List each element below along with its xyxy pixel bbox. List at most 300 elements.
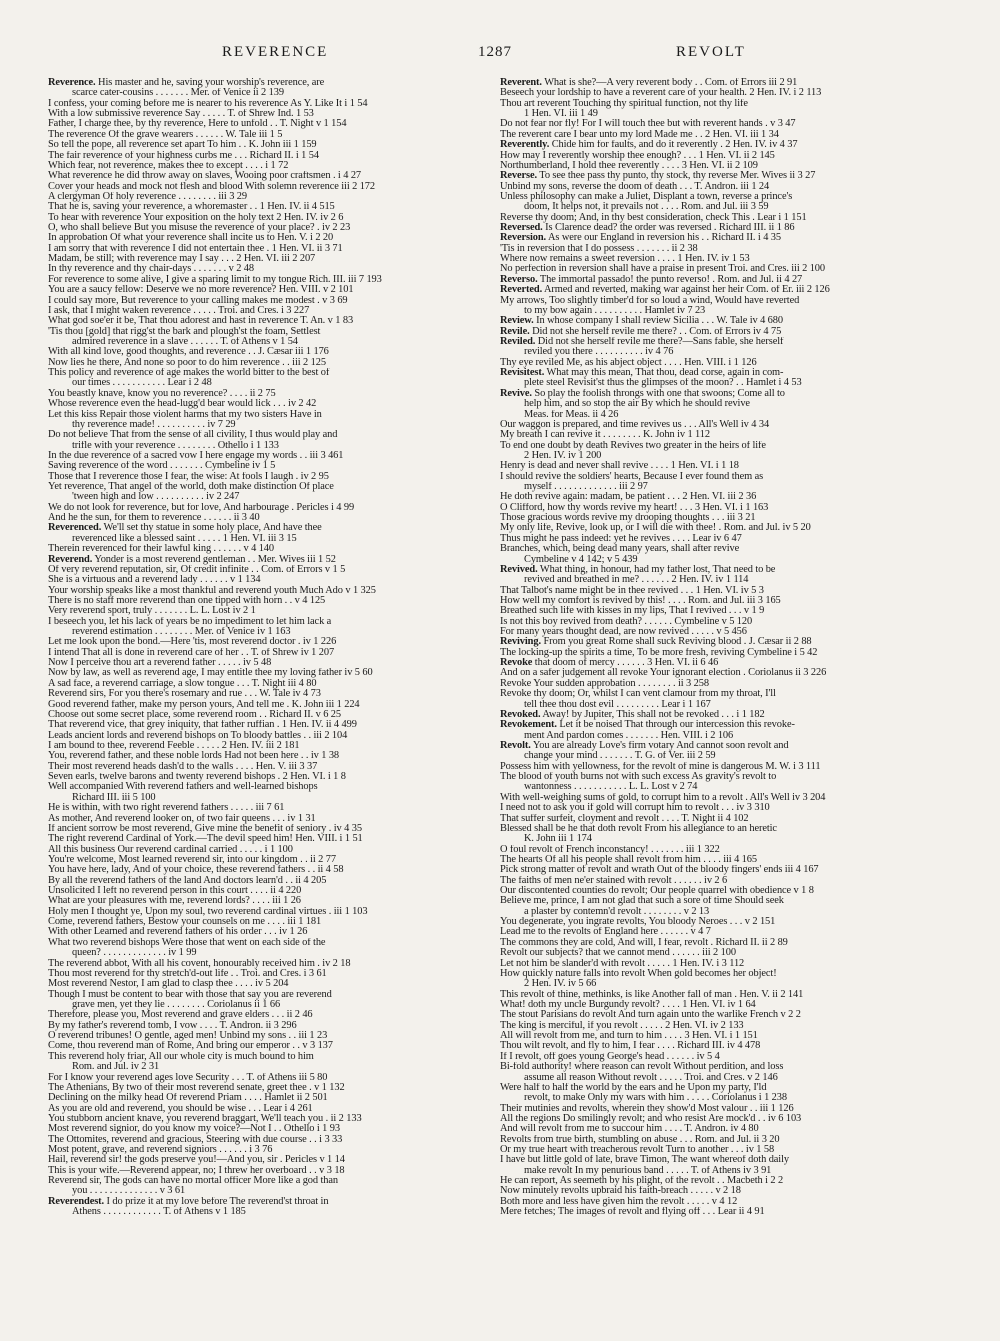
entry-text: Reverend sirs, For you there's rosemary and rue . . . W. Tale iv 4 73 — [48, 689, 321, 700]
entry-text: Thy eye reviled Me, as his abject object . . . . Hen. VIII. i 1 126 — [500, 357, 757, 368]
entry-text: Therein reverenced for their lawful king . . . . . . v 4 140 — [48, 544, 274, 555]
entry-line — [500, 1073, 952, 1083]
entry-text: From you great Rome shall suck Reviving blood . J. Cæsar ii 2 88 — [540, 637, 812, 648]
headword: Reverted. — [500, 285, 543, 296]
entry-line — [500, 1166, 952, 1176]
entry-text: The stout Parisians do revolt And turn again unto the warlike French v 2 2 — [500, 1010, 801, 1021]
entry-line — [500, 1135, 952, 1145]
entry-line — [500, 855, 952, 865]
running-head-right: REVOLT — [676, 44, 746, 60]
entry-line — [500, 472, 952, 482]
headword: Reviving. — [500, 637, 541, 648]
headword: Reverenced. — [48, 523, 102, 534]
entry-text: help him, and so stop the air By which he should revive — [524, 399, 750, 410]
entry-line — [500, 358, 952, 368]
entry-line — [500, 1114, 952, 1124]
entry-line — [48, 720, 490, 730]
entry-text: that doom of mercy . . . . . . 3 Hen. VI. ii 6 46 — [532, 658, 719, 669]
entry-line — [500, 202, 952, 212]
entry-text: What two reverend bishops Were those that went on each side of the — [48, 937, 326, 948]
entry-line — [48, 151, 490, 161]
entry-text: Saving reverence of the word . . . . . . . Cymbeline iv 1 5 — [48, 461, 276, 472]
entry-line — [48, 192, 490, 202]
entry-text: That he is, saving your reverence, a whoremaster . . 1 Hen. IV. ii 4 515 — [48, 202, 335, 213]
entry-text: Most reverend Nestor, I am glad to clasp thee . . . . iv 5 204 — [48, 979, 289, 990]
entry-line — [500, 1207, 952, 1217]
entry-line — [48, 679, 490, 689]
entry-text: Revolt our subjects? that we cannot mend . . . . . . iii 2 100 — [500, 948, 736, 959]
entry-text: Unless philosophy can make a Juliet, Displant a town, reverse a prince's — [500, 191, 793, 202]
entry-text: Leads ancient lords and reverend bishops on To bloody battles . . iii 2 104 — [48, 730, 348, 741]
entry-line — [500, 410, 952, 420]
entry-text: reviled you there . . . . . . . . . . iv 4 76 — [524, 347, 674, 358]
entry-text: Is not this boy revived from death? . . . . . . Cymbeline v 5 120 — [500, 616, 753, 627]
entry-text: myself . . . . . . . . . . . . . iii 2 97 — [524, 482, 648, 493]
entry-text: The reverent care I bear unto my lord Made me . . 2 Hen. VI. iii 1 34 — [500, 129, 779, 140]
entry-text: The hearts Of all his people shall revolt from him . . . . iii 4 165 — [500, 854, 757, 865]
entry-text: Richard III. iii 5 100 — [72, 792, 156, 803]
entry-line — [500, 658, 952, 668]
entry-text: You degenerate, you ingrate revolts, You bloody Neroes . . . v 2 151 — [500, 917, 776, 928]
entry-text: Seven earls, twelve barons and twenty reverend bishops . 2 Hen. VI. i 1 8 — [48, 772, 346, 783]
entry-line — [48, 1093, 490, 1103]
entry-line — [500, 1083, 952, 1093]
entry-line — [48, 845, 490, 855]
entry-text: I could say more, But reverence to your calling makes me modest . v 3 69 — [48, 295, 348, 306]
headword: Reverendest. — [48, 1196, 105, 1207]
entry-line — [500, 565, 952, 575]
entry-text: Whose reverence even the head-lugg'd bear would lick . . . iv 2 42 — [48, 399, 317, 410]
entry-line — [48, 1207, 490, 1217]
entry-line — [48, 285, 490, 295]
entry-text: Revoke Your sudden approbation . . . . . . . . ii 3 258 — [500, 678, 709, 689]
entry-text: By my father's reverend tomb, I vow . . . . T. Andron. ii 3 296 — [48, 1020, 297, 1031]
entry-line — [500, 959, 952, 969]
entry-text: doom, It helps not, it prevails not . . . . Rom. and Jul. iii 3 59 — [524, 202, 769, 213]
entry-text: In approbation Of what your reverence shall incite us to Hen. V. i 2 20 — [48, 233, 334, 244]
headword: Reviled. — [500, 336, 536, 347]
entry-line — [500, 1052, 952, 1062]
entry-text: assume all reason Without revolt . . . . . Troi. and Cres. v 2 146 — [524, 1072, 778, 1083]
entry-text: revived and breathed in me? . . . . . . 2 Hen. IV. iv 1 114 — [524, 575, 749, 586]
entry-text: This policy and reverence of age makes the world bitter to the best of — [48, 368, 330, 379]
entry-line — [48, 772, 490, 782]
entry-text: I have but little gold of late, brave Timon, The want whereof doth daily — [500, 1155, 789, 1166]
entry-text: If I revolt, off goes young George's head . . . . . . iv 5 4 — [500, 1051, 720, 1062]
entry-line — [500, 368, 952, 378]
entry-line — [48, 109, 490, 119]
entry-line — [48, 555, 490, 565]
entry-line — [48, 1083, 490, 1093]
entry-line — [48, 762, 490, 772]
entry-line — [48, 969, 490, 979]
entry-line — [500, 1145, 952, 1155]
entry-text: I beseech you, let his lack of years be no impediment to let him lack a — [48, 616, 332, 627]
entry-line — [48, 275, 490, 285]
entry-line — [500, 751, 952, 761]
entry-line — [48, 1021, 490, 1031]
headword: Reverent. — [500, 78, 542, 88]
entry-text: ment And pardon comes . . . . . . . Hen. VIII. i 2 106 — [524, 730, 734, 741]
entry-text: Holy men I thought ye, Upon my soul, two reverend cardinal virtues . iii 1 103 — [48, 906, 368, 917]
entry-text: We'll set thy statue in some holy place, And have thee — [101, 523, 322, 534]
entry-text: Now I perceive thou art a reverend father . . . . . iv 5 48 — [48, 658, 272, 669]
entry-line — [48, 990, 490, 1000]
entry-line — [500, 378, 952, 388]
entry-line — [48, 824, 490, 834]
entry-line — [500, 347, 952, 357]
entry-text: You are a saucy fellow: Deserve we no more reverence? Hen. VIII. v 2 101 — [48, 285, 354, 296]
entry-line — [48, 834, 490, 844]
entry-line — [500, 1010, 952, 1020]
entry-line — [500, 420, 952, 430]
entry-line — [500, 109, 952, 119]
entry-line — [500, 503, 952, 513]
entry-text: This is your wife.—Reverend appear, no; I threw her overboard . . v 3 18 — [48, 1165, 345, 1176]
entry-line — [500, 399, 952, 409]
entry-text: Well accompanied With reverend fathers and well-learned bishops — [48, 782, 318, 793]
entry-text: I confess, your coming before me is nearer to his reverence As Y. Like It i 1 54 — [48, 98, 368, 109]
entry-text: Or my true heart with treacherous revolt Turn to another . . . iv 1 58 — [500, 1145, 775, 1156]
entry-text: Yet reverence, That angel of the world, doth make distinction Of place — [48, 482, 334, 493]
entry-line — [500, 544, 952, 554]
headword: Reverence. — [48, 78, 96, 88]
entry-line — [500, 254, 952, 264]
entry-line — [48, 130, 490, 140]
entry-text: reverend estimation . . . . . . . . Mer. of Venice iv 1 163 — [72, 627, 291, 638]
entry-text: Henry is dead and never shall revive . . . . 1 Hen. VI. i 1 18 — [500, 461, 739, 472]
entry-line — [500, 140, 952, 150]
entry-line — [500, 555, 952, 565]
entry-line — [48, 793, 490, 803]
entry-text: All this business Our reverend cardinal carried . . . . . i 1 100 — [48, 844, 293, 855]
entry-text: you . . . . . . . . . . . . . . v 3 61 — [72, 1186, 186, 1197]
entry-text: Athens . . . . . . . . . . . . T. of Athens v 1 185 — [72, 1207, 246, 1218]
entry-line — [500, 119, 952, 129]
headword: Revokement. — [500, 720, 557, 731]
entry-text: She is a virtuous and a reverend lady . . . . . . v 1 134 — [48, 575, 261, 586]
entry-text: No perfection in reversion shall have a praise in present Troi. and Cres. iii 2 100 — [500, 264, 825, 275]
entry-line — [500, 938, 952, 948]
entry-text: Northumberland, I hold thee reverently . . . . 3 Hen. VI. ii 2 109 — [500, 160, 758, 171]
entry-text: Those gracious words revive my drooping thoughts . . . iii 3 21 — [500, 513, 756, 524]
headword: Revolt. — [500, 741, 531, 751]
entry-text: Let me look upon the bond.—Here 'tis, most reverend doctor . iv 1 226 — [48, 637, 337, 648]
entry-line — [500, 534, 952, 544]
entry-text: Do not fear nor fly! For I will touch thee but with reverent hands . v 3 47 — [500, 119, 796, 130]
entry-line — [500, 668, 952, 678]
entry-text: 'tween high and low . . . . . . . . . . iv 2 247 — [72, 492, 240, 503]
entry-line — [500, 1186, 952, 1196]
entry-line — [48, 296, 490, 306]
entry-line — [48, 886, 490, 896]
entry-text: I am sorry that with reverence I did not entertain thee . 1 Hen. VI. ii 3 71 — [48, 243, 343, 254]
entry-line — [500, 151, 952, 161]
entry-text: reverenced like a blessed saint . . . . . 1 Hen. VI. iii 3 15 — [72, 533, 297, 544]
entry-line — [48, 1186, 490, 1196]
entry-text: With a low submissive reverence Say . . . . . T. of Shrew Ind. 1 53 — [48, 109, 314, 120]
left-column — [48, 78, 490, 1338]
entry-text: Now minutely revolts upbraid his faith-breach . . . . . v 2 18 — [500, 1186, 741, 1197]
entry-line — [48, 1176, 490, 1186]
entry-text: Did not she herself revile me there?—Sans fable, she herself — [535, 336, 784, 347]
entry-line — [500, 793, 952, 803]
entry-text: Let not him be slander'd with revolt . . . . . 1 Hen. IV. i 3 112 — [500, 958, 745, 969]
entry-text: Thou art reverent Touching thy spiritual function, not thy life — [500, 98, 748, 109]
entry-text: So play the foolish throngs with one that swoons; Come all to — [531, 388, 785, 399]
entry-text: O reverend tribunes! O gentle, aged men! Unbind my sons . . iii 1 23 — [48, 1031, 328, 1042]
entry-text: The blood of youth burns not with such excess As gravity's revolt to — [500, 772, 777, 783]
entry-line — [48, 710, 490, 720]
entry-line — [500, 990, 952, 1000]
entry-line — [48, 1041, 490, 1051]
entry-line — [500, 917, 952, 927]
entry-text: For I know your reverend ages love Security . . . T. of Athens iii 5 80 — [48, 1072, 328, 1083]
entry-line — [48, 1145, 490, 1155]
entry-text: Very reverend sport, truly . . . . . . . L. L. Lost iv 2 1 — [48, 606, 256, 617]
entry-text: Good reverend father, make my person yours, And tell me . K. John iii 1 224 — [48, 699, 360, 710]
entry-text: The Ottomites, reverend and gracious, Steering with due course . . i 3 33 — [48, 1134, 343, 1145]
entry-line — [500, 171, 952, 181]
entry-line — [48, 1073, 490, 1083]
entry-text: With other Learned and reverend fathers of his order . . . iv 1 26 — [48, 927, 308, 938]
entry-text: My breath I can revive it . . . . . . . . K. John iv 1 112 — [500, 430, 710, 441]
entry-text: And will revolt from me to succour him . . . . T. Andron. iv 4 80 — [500, 1124, 759, 1135]
entry-text: His master and he, saving your worship's reverence, are — [95, 78, 325, 88]
entry-line — [48, 948, 490, 958]
entry-line — [500, 337, 952, 347]
entry-line — [500, 596, 952, 606]
entry-text: All will revolt from me, and turn to him . . . . 3 Hen. VI. i 1 151 — [500, 1031, 758, 1042]
entry-line — [48, 1000, 490, 1010]
entry-text: Thou most reverend for thy stretch'd-out life . . Troi. and Cres. i 3 61 — [48, 968, 327, 979]
entry-line — [500, 907, 952, 917]
headword: Reversed. — [500, 223, 543, 234]
entry-line — [500, 1041, 952, 1051]
entry-text: grave men, yet they lie . . . . . . . . Coriolanus ii 1 66 — [72, 999, 281, 1010]
entry-line — [500, 896, 952, 906]
headword: Review. — [500, 316, 534, 327]
entry-text: scarce cater-cousins . . . . . . . Mer. of Venice ii 2 139 — [72, 88, 284, 99]
entry-text: So tell the pope, all reverence set apart To him . . K. John iii 1 159 — [48, 140, 317, 151]
entry-line — [500, 213, 952, 223]
entry-line — [500, 689, 952, 699]
entry-line — [500, 731, 952, 741]
entry-line — [500, 88, 952, 98]
entry-text: Both more and less have given him the revolt . . . . . v 4 12 — [500, 1196, 738, 1207]
entry-text: If ancient sorrow be most reverend, Give mine the benefit of seniory . iv 4 35 — [48, 823, 362, 834]
entry-text: 2 Hen. IV. iv 5 66 — [524, 979, 597, 990]
entry-line — [48, 617, 490, 627]
entry-line — [48, 979, 490, 989]
headword: Reverse. — [500, 171, 537, 182]
entry-line — [500, 700, 952, 710]
entry-text: You're welcome, Most learned reverend sir, into our kingdom . . ii 2 77 — [48, 854, 336, 865]
headword: Revived. — [500, 564, 538, 575]
entry-line — [48, 1104, 490, 1114]
entry-line — [500, 513, 952, 523]
entry-line — [500, 979, 952, 989]
entry-text: Their most reverend heads dash'd to the walls . . . . Hen. V. iii 3 37 — [48, 761, 318, 772]
entry-line — [48, 814, 490, 824]
entry-text: The Athenians, By two of their most reverend senate, greet thee . v 1 132 — [48, 1082, 345, 1093]
entry-text: Reverse thy doom; And, in thy best consideration, check This . Lear i 1 151 — [500, 212, 807, 223]
headword: Revive. — [500, 388, 532, 399]
entry-text: Do not believe That from the sense of all civility, I thus would play and — [48, 430, 338, 441]
entry-line — [48, 264, 490, 274]
entry-line — [48, 544, 490, 554]
entry-text: The locking-up the spirits a time, To be more fresh, reviving Cymbeline i 5 42 — [500, 647, 818, 658]
headword: Reversion. — [500, 233, 547, 244]
entry-line — [500, 1197, 952, 1207]
entry-text: That suffer surfeit, cloyment and revolt . . . . T. Night ii 4 102 — [500, 813, 749, 824]
entry-text: You have here, lady, And of your choice, these reverend fathers . . ii 4 58 — [48, 865, 344, 876]
entry-text: Did not she herself revile me there? . . Com. of Errors iv 4 75 — [529, 326, 782, 337]
entry-line — [48, 751, 490, 761]
entry-line — [500, 461, 952, 471]
entry-line — [500, 627, 952, 637]
entry-line — [48, 1031, 490, 1041]
entry-text: 2 Hen. IV. iv 1 200 — [524, 450, 602, 461]
entry-text: O foul revolt of French inconstancy! . . . . . . . iii 1 322 — [500, 844, 720, 855]
entry-line — [48, 347, 490, 357]
entry-line — [48, 637, 490, 647]
entry-text: My arrows, Too slightly timber'd for so loud a wind, Would have reverted — [500, 295, 800, 306]
entry-line — [500, 1124, 952, 1134]
entry-line — [48, 927, 490, 937]
entry-text: Therefore, please you, Most reverend and grave elders . . . ii 2 46 — [48, 1010, 313, 1021]
entry-line — [48, 78, 490, 88]
entry-line — [48, 161, 490, 171]
entry-line — [48, 1114, 490, 1124]
entry-line — [500, 606, 952, 616]
entry-text: K. John iii 1 174 — [524, 834, 592, 845]
entry-text: wantonness . . . . . . . . . . . L. L. Lost v 2 74 — [524, 782, 698, 793]
entry-text: The faiths of men ne'er stained with revolt . . . . . . iv 2 6 — [500, 875, 728, 886]
entry-text: I do prize it at my love before The reverend'st throat in — [104, 1196, 329, 1207]
entry-line — [500, 523, 952, 533]
entry-text: What are your pleasures with me, reverend lords? . . . . iii 1 26 — [48, 896, 301, 907]
entry-line — [48, 586, 490, 596]
entry-line — [48, 233, 490, 243]
entry-text: Unsolicited I left no reverend person in this court . . . . ii 4 220 — [48, 886, 302, 897]
entry-text: Cymbeline v 4 142; v 5 439 — [524, 554, 638, 565]
entry-text: O Clifford, how thy words revive my heart! . . . 3 Hen. VI. i 1 163 — [500, 502, 769, 513]
entry-line — [48, 689, 490, 699]
entry-line — [48, 855, 490, 865]
entry-text: Away! by Jupiter, This shall not be revoked . . . i 1 182 — [540, 709, 765, 720]
headword: Revoked. — [500, 709, 541, 720]
entry-text: I am bound to thee, reverend Feeble . . . . . 2 Hen. IV. iii 2 181 — [48, 741, 300, 751]
entry-text: Come, thou reverend man of Rome, And bring our emperor . . v 3 137 — [48, 1041, 333, 1052]
entry-text: Those that I reverence those I fear, the wise: At fools I laugh . iv 2 95 — [48, 471, 329, 482]
entry-line — [48, 938, 490, 948]
entry-text: What may this mean, That thou, dead corse, again in com- — [544, 368, 784, 379]
entry-line — [500, 865, 952, 875]
entry-text: Reverend sir, The gods can have no mortal officer More like a god than — [48, 1176, 338, 1187]
entry-text: How quickly nature falls into revolt When gold becomes her object! — [500, 968, 777, 979]
entry-text: Were half to half the world by the ears and he Upon my party, I'ld — [500, 1082, 767, 1093]
right-column — [500, 78, 952, 1338]
entry-text: You stubborn ancient knave, you reverend braggart, We'll teach you . ii 2 133 — [48, 1113, 362, 1124]
entry-line — [500, 1104, 952, 1114]
headword: Revile. — [500, 326, 530, 337]
entry-text: With well-weighing sums of gold, to corrupt him to a revolt . All's Well iv 3 204 — [500, 792, 826, 803]
headword: Reverso. — [500, 274, 538, 285]
entry-line — [500, 710, 952, 720]
entry-text: A clergyman Of holy reverence . . . . . . . . iii 3 29 — [48, 191, 247, 202]
entry-text: To see thee pass thy punto, thy stock, thy reverse Mer. Wives ii 3 27 — [537, 171, 816, 182]
entry-line — [500, 182, 952, 192]
page-number: 1287 — [478, 44, 512, 60]
entry-text: As were our England in reversion his . . Richard II. i 4 35 — [546, 233, 781, 244]
entry-line — [500, 161, 952, 171]
entry-text: Father, I charge thee, by thy reverence, Here to unfold . . T. Night v 1 154 — [48, 119, 347, 130]
entry-line — [48, 223, 490, 233]
entry-text: You beastly knave, know you no reverence? . . . . ii 2 75 — [48, 388, 276, 399]
entry-line — [500, 1021, 952, 1031]
entry-line — [48, 378, 490, 388]
entry-text: That Talbot's name might be in thee revived . . . 1 Hen. VI. iv 5 3 — [500, 585, 764, 596]
entry-text: To hear with reverence Your exposition on the holy text 2 Hen. IV. iv 2 6 — [48, 212, 344, 223]
entry-line — [500, 192, 952, 202]
entry-line — [48, 472, 490, 482]
entry-text: He can report, As seemeth by his plight, of the revolt . . Macbeth i 2 2 — [500, 1176, 784, 1187]
entry-line — [500, 1031, 952, 1041]
entry-text: Is Clarence dead? the order was reversed . Richard III. ii 1 86 — [542, 223, 795, 234]
entry-line — [48, 575, 490, 585]
entry-line — [500, 586, 952, 596]
headword: Revoke — [500, 658, 533, 669]
entry-line — [48, 731, 490, 741]
entry-line — [48, 1166, 490, 1176]
entry-line — [48, 244, 490, 254]
entry-text: Rom. and Jul. iv 2 31 — [72, 1062, 160, 1073]
entry-text: Most potent, grave, and reverend signiors . . . . . . i 3 76 — [48, 1145, 273, 1156]
entry-text: We do not look for reverence, but for love, And harbourage . Pericles i 4 99 — [48, 502, 355, 513]
entry-line — [500, 233, 952, 243]
entry-text: queen? . . . . . . . . . . . . . iv 1 99 — [72, 948, 197, 959]
entry-text: 'Tis thou [gold] that rigg'st the bark and plough'st the foam, Settlest — [48, 326, 321, 337]
entry-text: How may I reverently worship thee enough? . . . 1 Hen. VI. ii 2 145 — [500, 150, 775, 161]
entry-line — [48, 523, 490, 533]
entry-text: Revolts from true birth, stumbling on abuse . . . Rom. and Jul. ii 3 20 — [500, 1134, 780, 1145]
entry-line — [48, 337, 490, 347]
entry-text: Thou wilt revolt, and fly to him, I fear . . . . Richard III. iv 4 478 — [500, 1041, 761, 1052]
entry-text: Mere fetches; The images of revolt and flying off . . . Lear ii 4 91 — [500, 1207, 765, 1218]
entry-text: As you are old and reverend, you should be wise . . . Lear i 4 261 — [48, 1103, 313, 1114]
entry-text: Choose out some secret place, some reverend room . . Richard II. v 6 25 — [48, 709, 341, 720]
entry-text: Hail, reverend sir! the gods preserve you!—And you, sir . Pericles v 1 14 — [48, 1155, 345, 1166]
entry-line — [48, 741, 490, 751]
entry-line — [500, 845, 952, 855]
entry-line — [48, 1135, 490, 1145]
entry-line — [500, 316, 952, 326]
entry-line — [48, 1010, 490, 1020]
entry-line — [48, 140, 490, 150]
entry-line — [48, 389, 490, 399]
entry-text: This reverend holy friar, All our whole city is much bound to him — [48, 1051, 314, 1062]
entry-line — [48, 1155, 490, 1165]
entry-line — [500, 275, 952, 285]
entry-text: Unbind my sons, reverse the doom of death . . . T. Andron. iii 1 24 — [500, 181, 770, 192]
entry-text: For reverence to some alive, I give a sparing limit to my tongue Rich. III. iii 7 193 — [48, 274, 382, 285]
entry-text: He is within, with two right reverend fathers . . . . . iii 7 61 — [48, 803, 285, 814]
entry-text: And on a safer judgement all revoke Your ignorant election . Coriolanus ii 3 226 — [500, 668, 827, 679]
entry-line — [500, 1062, 952, 1072]
entry-line — [48, 917, 490, 927]
entry-line — [48, 896, 490, 906]
